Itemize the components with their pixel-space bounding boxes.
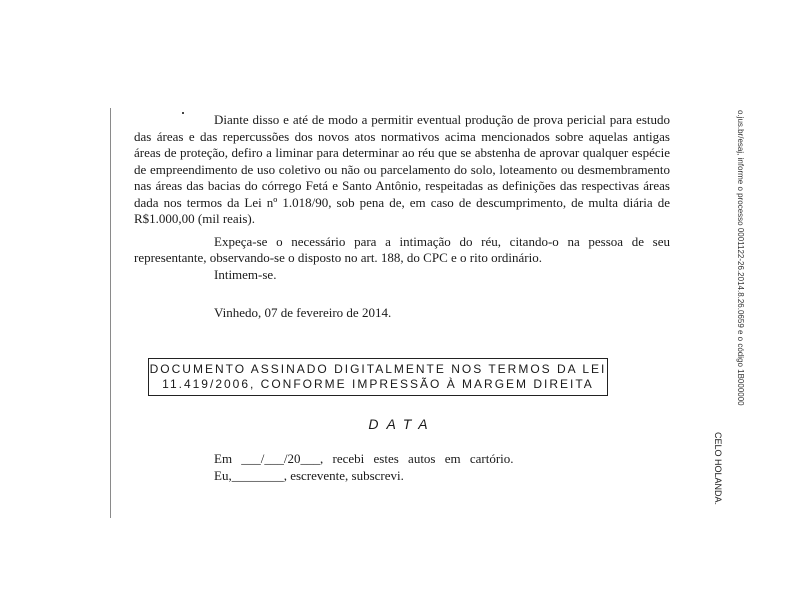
clerk-line: Eu,________, escrevente, subscrevi. [214, 468, 404, 483]
receipt-line: Em ___/___/20___, recebi estes autos em cartório. [214, 451, 514, 466]
digital-signature-notice [148, 358, 608, 396]
signature-notice-line-2: 11.419/2006, CONFORME IMPRESSÃO À MARGEM DIREITA [162, 377, 594, 391]
receipt-block [214, 450, 576, 484]
intimation-line: Intimem-se. [214, 266, 277, 282]
left-margin-rule [110, 108, 111, 518]
data-heading: DATA [368, 416, 436, 432]
signature-notice-line-1: DOCUMENTO ASSINADO DIGITALMENTE NOS TERMOS DA LEI [149, 362, 607, 376]
margin-verification-text: o.jus.br/esaj, informe o processo 0001122-26.2014.8.26.0659 e o código 1B000000 [736, 110, 745, 406]
margin-signer-name: CELO HOLANDA. [713, 432, 723, 506]
decision-paragraph-1: Diante disso e até de modo a permitir eventual produção de prova pericial para estudo das áreas e das repercussões dos novos atos normativos acima mencionados sobre aquelas antigas áreas de proteção, defiro a liminar para determinar ao réu que se abstenha de aprovar qualquer espécie de empreendimento de uso coletivo ou não ou parcelamento do solo, loteamento ou desmembramento nas áreas das bacias do córrego Fetá e Santo Antônio, respeitadas as definições das respectivas áreas dada nos termos da Lei nº 1.018/90, sob pena de, em caso de descumprimento, de multa diária de R$1.000,00 (mil reais). [134, 112, 670, 226]
decision-paragraph-2: Expeça-se o necessário para a intimação do réu, citando-o na pessoa de seu representante, observando-se o disposto no art. 188, do CPC e o rito ordinário. [134, 233, 670, 265]
decision-text [134, 112, 670, 322]
place-date-line: Vinhedo, 07 de fevereiro de 2014. [214, 305, 392, 320]
